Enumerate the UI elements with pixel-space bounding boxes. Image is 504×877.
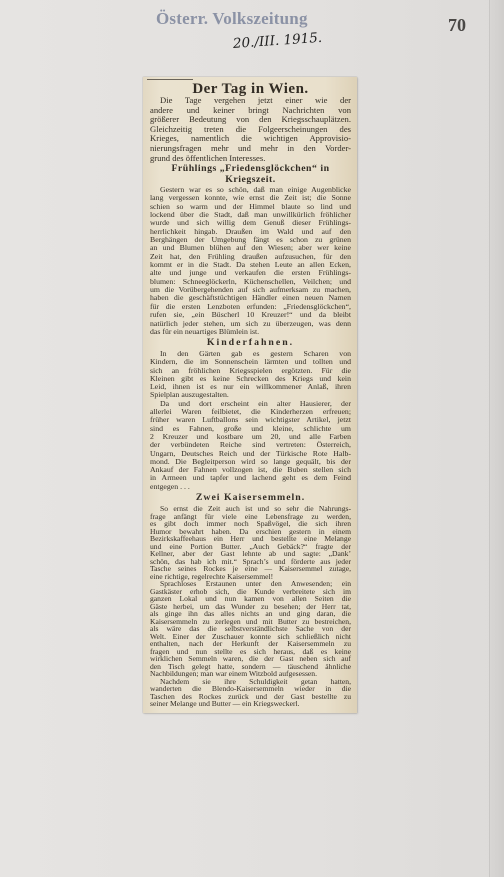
text-line: Leid, ihnen ist es nur ein willkommener Anlaß, ihren bbox=[150, 382, 351, 392]
text-line: 2 Kreuzer und kostbare um 20, und alle Farben bbox=[150, 431, 351, 441]
section-body-kaisersemmeln bbox=[150, 505, 351, 708]
text-line: an und Blumen blühen auf den Wiesen; aber wer keine bbox=[150, 243, 351, 253]
text-line: ganzen Lokal und nun kamen von allen Seiten die bbox=[150, 594, 351, 603]
text-line: mond. Die Begleitperson wird so lange gequält, bis der bbox=[150, 456, 351, 466]
text-line: Gleichzeitig treten die Folgeerscheinungen des bbox=[150, 123, 351, 134]
section-heading-kaisersemmeln bbox=[150, 492, 351, 503]
section-heading-kinderfahnen bbox=[150, 337, 351, 348]
text-line: Krieges, namentlich die wichtigen Approvisio- bbox=[150, 133, 351, 144]
text-line: grund des öffentlichen Interesses. bbox=[150, 152, 266, 163]
text-line: sich an fröhlichen Kriegsspielen ergötzten. Für die bbox=[150, 365, 351, 375]
text-line: als wäre das die selbstverständlichste Sache von der bbox=[150, 624, 351, 633]
text-line: wirklichen Semmeln waren, die der Gast neben sich auf bbox=[150, 654, 351, 663]
text-line: natürlich jeder stehen, um sich zu überzeugen, was denn bbox=[150, 318, 351, 328]
text-line: das für ein neuartiges Blümlein ist. bbox=[150, 326, 260, 336]
text-line: andere und keiner bringt Nachrichten von bbox=[150, 104, 351, 115]
text-line: enthalten, nach der Herkunft der Kaisersemmeln zu bbox=[150, 639, 351, 648]
text-line: In den Gärten gab es gestern Scharen von bbox=[160, 349, 351, 358]
heading-line: Kriegszeit. bbox=[225, 174, 276, 185]
text-line: haben die geschäftstüchtigen Händler einen neuen Namen bbox=[150, 293, 351, 303]
text-line: Taschen des Rockes zurück und der Gast bestellte zu bbox=[150, 691, 351, 701]
text-line: Tasche seines Rockes je eine — Kaisersemmel zutage, bbox=[150, 564, 351, 573]
text-line: Kellner, aber der Gast lehnte ab und sagte: „Dank’ bbox=[150, 549, 351, 558]
section-body-kinderfahnen bbox=[150, 350, 351, 491]
text-line: herrlichkeit hingab. Draußen im Wald und auf den bbox=[150, 226, 351, 236]
text-line: nierungsfragen mehr und mehr in den Vorder- bbox=[150, 142, 351, 153]
text-line: Gestern war es so schön, daß man einige Augenblicke bbox=[160, 185, 351, 194]
heading-line: Kinderfahnen. bbox=[206, 337, 295, 348]
text-line: Berghängen der Umgebung fängt es schon zu grünen bbox=[150, 235, 351, 245]
text-line: Nachdem sie ihre Schuldigkeit getan hatten, bbox=[160, 676, 351, 686]
text-line: Nachbildungen; man war einem Witzbold aufgesessen. bbox=[150, 669, 317, 678]
text-line: entgegen . . . bbox=[150, 481, 190, 491]
text-line: sind es Fahnen, große und kleine, schlichte um bbox=[150, 423, 351, 433]
text-line: kommt er in die Stadt. Da stehen Leute an allen Ecken, bbox=[150, 260, 351, 270]
text-line: Humor bewahrt haben. Da erschien gestern in einem bbox=[150, 526, 351, 536]
text-line: größerer Bedeutung von den Kriegsschauplätzen. bbox=[150, 114, 351, 125]
heading-line: Zwei Kaisersemmeln. bbox=[195, 492, 306, 503]
text-line: Gastkäster erhob sich, die Kunde verbreitete sich im bbox=[150, 586, 351, 596]
text-line: Zeit hat, den Frühling draußen aufzusuchen, für den bbox=[150, 251, 351, 261]
text-line: lockend über die Stadt, daß man unwillkürlich fröhlicher bbox=[150, 210, 351, 220]
text-line: fragen und nun stellte es sich heraus, daß es keine bbox=[150, 646, 351, 656]
text-line: Die Tage vergehen jetzt einer wie der bbox=[160, 95, 351, 105]
text-line: blumen: Schneeglöckerln, Küchenschellen, Veilchen; und bbox=[150, 276, 351, 286]
heading-line: Frühlings „Friedensglöckchen“ in bbox=[171, 163, 330, 174]
text-line: So ernst die Zeit auch ist und so sehr die Nahrungs- bbox=[160, 504, 351, 513]
text-line: frage anfängt für viele eine Lebensfrage zu werden, bbox=[150, 511, 351, 521]
text-line: Bezirkskaffeehaus ein Herr und bestellte eine Melange bbox=[150, 534, 351, 543]
text-line: den Tisch gelegt hatte, sondern — täuschend ähnliche bbox=[150, 661, 351, 671]
article-title: Der Tag in Wien. bbox=[192, 81, 309, 97]
newspaper-clipping bbox=[143, 77, 357, 713]
text-line: um die Vorübergehenden auf sich aufmerksam zu machen, bbox=[150, 285, 351, 295]
text-line: allerlei Waren feilbietet, die Kinderherzen erfreuen; bbox=[150, 407, 351, 417]
text-line: Kindern, die im Sonnenschein lärmten und tollten und bbox=[150, 357, 351, 367]
newspaper-stamp: Österr. Volkszeitung bbox=[156, 9, 308, 28]
text-line: alte und junge und verkaufen die ersten Frühlings- bbox=[150, 268, 351, 278]
text-line: Gäste herbei, um das Wunder zu besehen; der Herr tat, bbox=[150, 601, 351, 611]
section-body-fruehling bbox=[150, 186, 351, 336]
card-edge bbox=[489, 0, 504, 877]
page-number: 70 bbox=[448, 15, 466, 35]
section-heading-fruehling bbox=[150, 163, 351, 185]
text-line: Spielplan auszugestalten. bbox=[150, 390, 229, 400]
text-line: rufen sie, „ein Büscherl 10 Kreuzer!“ und da bleibt bbox=[150, 310, 351, 320]
text-line: als ginge ihn das alles nichts an und ging daran, die bbox=[150, 609, 351, 618]
handwritten-date: 20./III. 1915. bbox=[232, 29, 323, 52]
text-line: Da und dort erscheint ein alter Hausierer, der bbox=[160, 398, 351, 408]
text-line: wanderten die Blendo-Kaisersemmeln wieder in die bbox=[150, 684, 351, 693]
text-line: Welt. Einer der Zuschauer konnte sich schließlich nicht bbox=[150, 631, 351, 641]
text-line: früher waren Luftballons sein wichtigster Artikel, jetzt bbox=[150, 415, 351, 425]
text-line: seiner Melange und Butter — ein Kriegsweckerl. bbox=[150, 699, 300, 708]
text-line: in Armeen und tapfer und lachend geht es dem Feind bbox=[150, 473, 351, 483]
text-line: für die ersten Lenzboten erfunden: „Friedensglöckchen“, bbox=[150, 301, 351, 311]
text-line: Kleinen gibt es keine Schrecken des Kriegs und kein bbox=[150, 373, 351, 383]
text-line: Sprachloses Erstaunen unter den Anwesenden; ein bbox=[160, 579, 351, 588]
clipping-rule bbox=[147, 79, 193, 80]
text-line: Ankauf der Fahnen vollzogen ist, die Buben stellen sich bbox=[150, 465, 351, 475]
text-line: eine richtige, regelrechte Kaisersemmel! bbox=[150, 571, 274, 581]
text-line: der verbündeten Reiche sind vertreten: Österreich, bbox=[150, 440, 351, 450]
text-line: lang vergessen konnte, wie ernst die Zeit ist; die Sonne bbox=[150, 193, 351, 203]
text-line: Ungarn, Deutsches Reich und der Türkische Rote Halb- bbox=[150, 448, 351, 458]
text-line: wurde und sich willig dem Genuß dieser Frühlings- bbox=[150, 218, 351, 228]
lead-paragraph bbox=[150, 96, 351, 163]
text-line: schien so warm und der Himmel blaute so lind und bbox=[150, 201, 351, 211]
text-line: es gibt doch immer noch Spaßvögel, die sich ihren bbox=[150, 519, 351, 528]
text-line: und eine Portion Butter. „Auch Gebäck?“ fragte der bbox=[150, 541, 351, 551]
text-line: schön, das hab ich mit.“ Sprach’s und förderte aus jeder bbox=[150, 556, 351, 566]
text-line: Kaisersemmeln zu zerlegen und mit Butter zu bestreichen, bbox=[150, 616, 351, 626]
